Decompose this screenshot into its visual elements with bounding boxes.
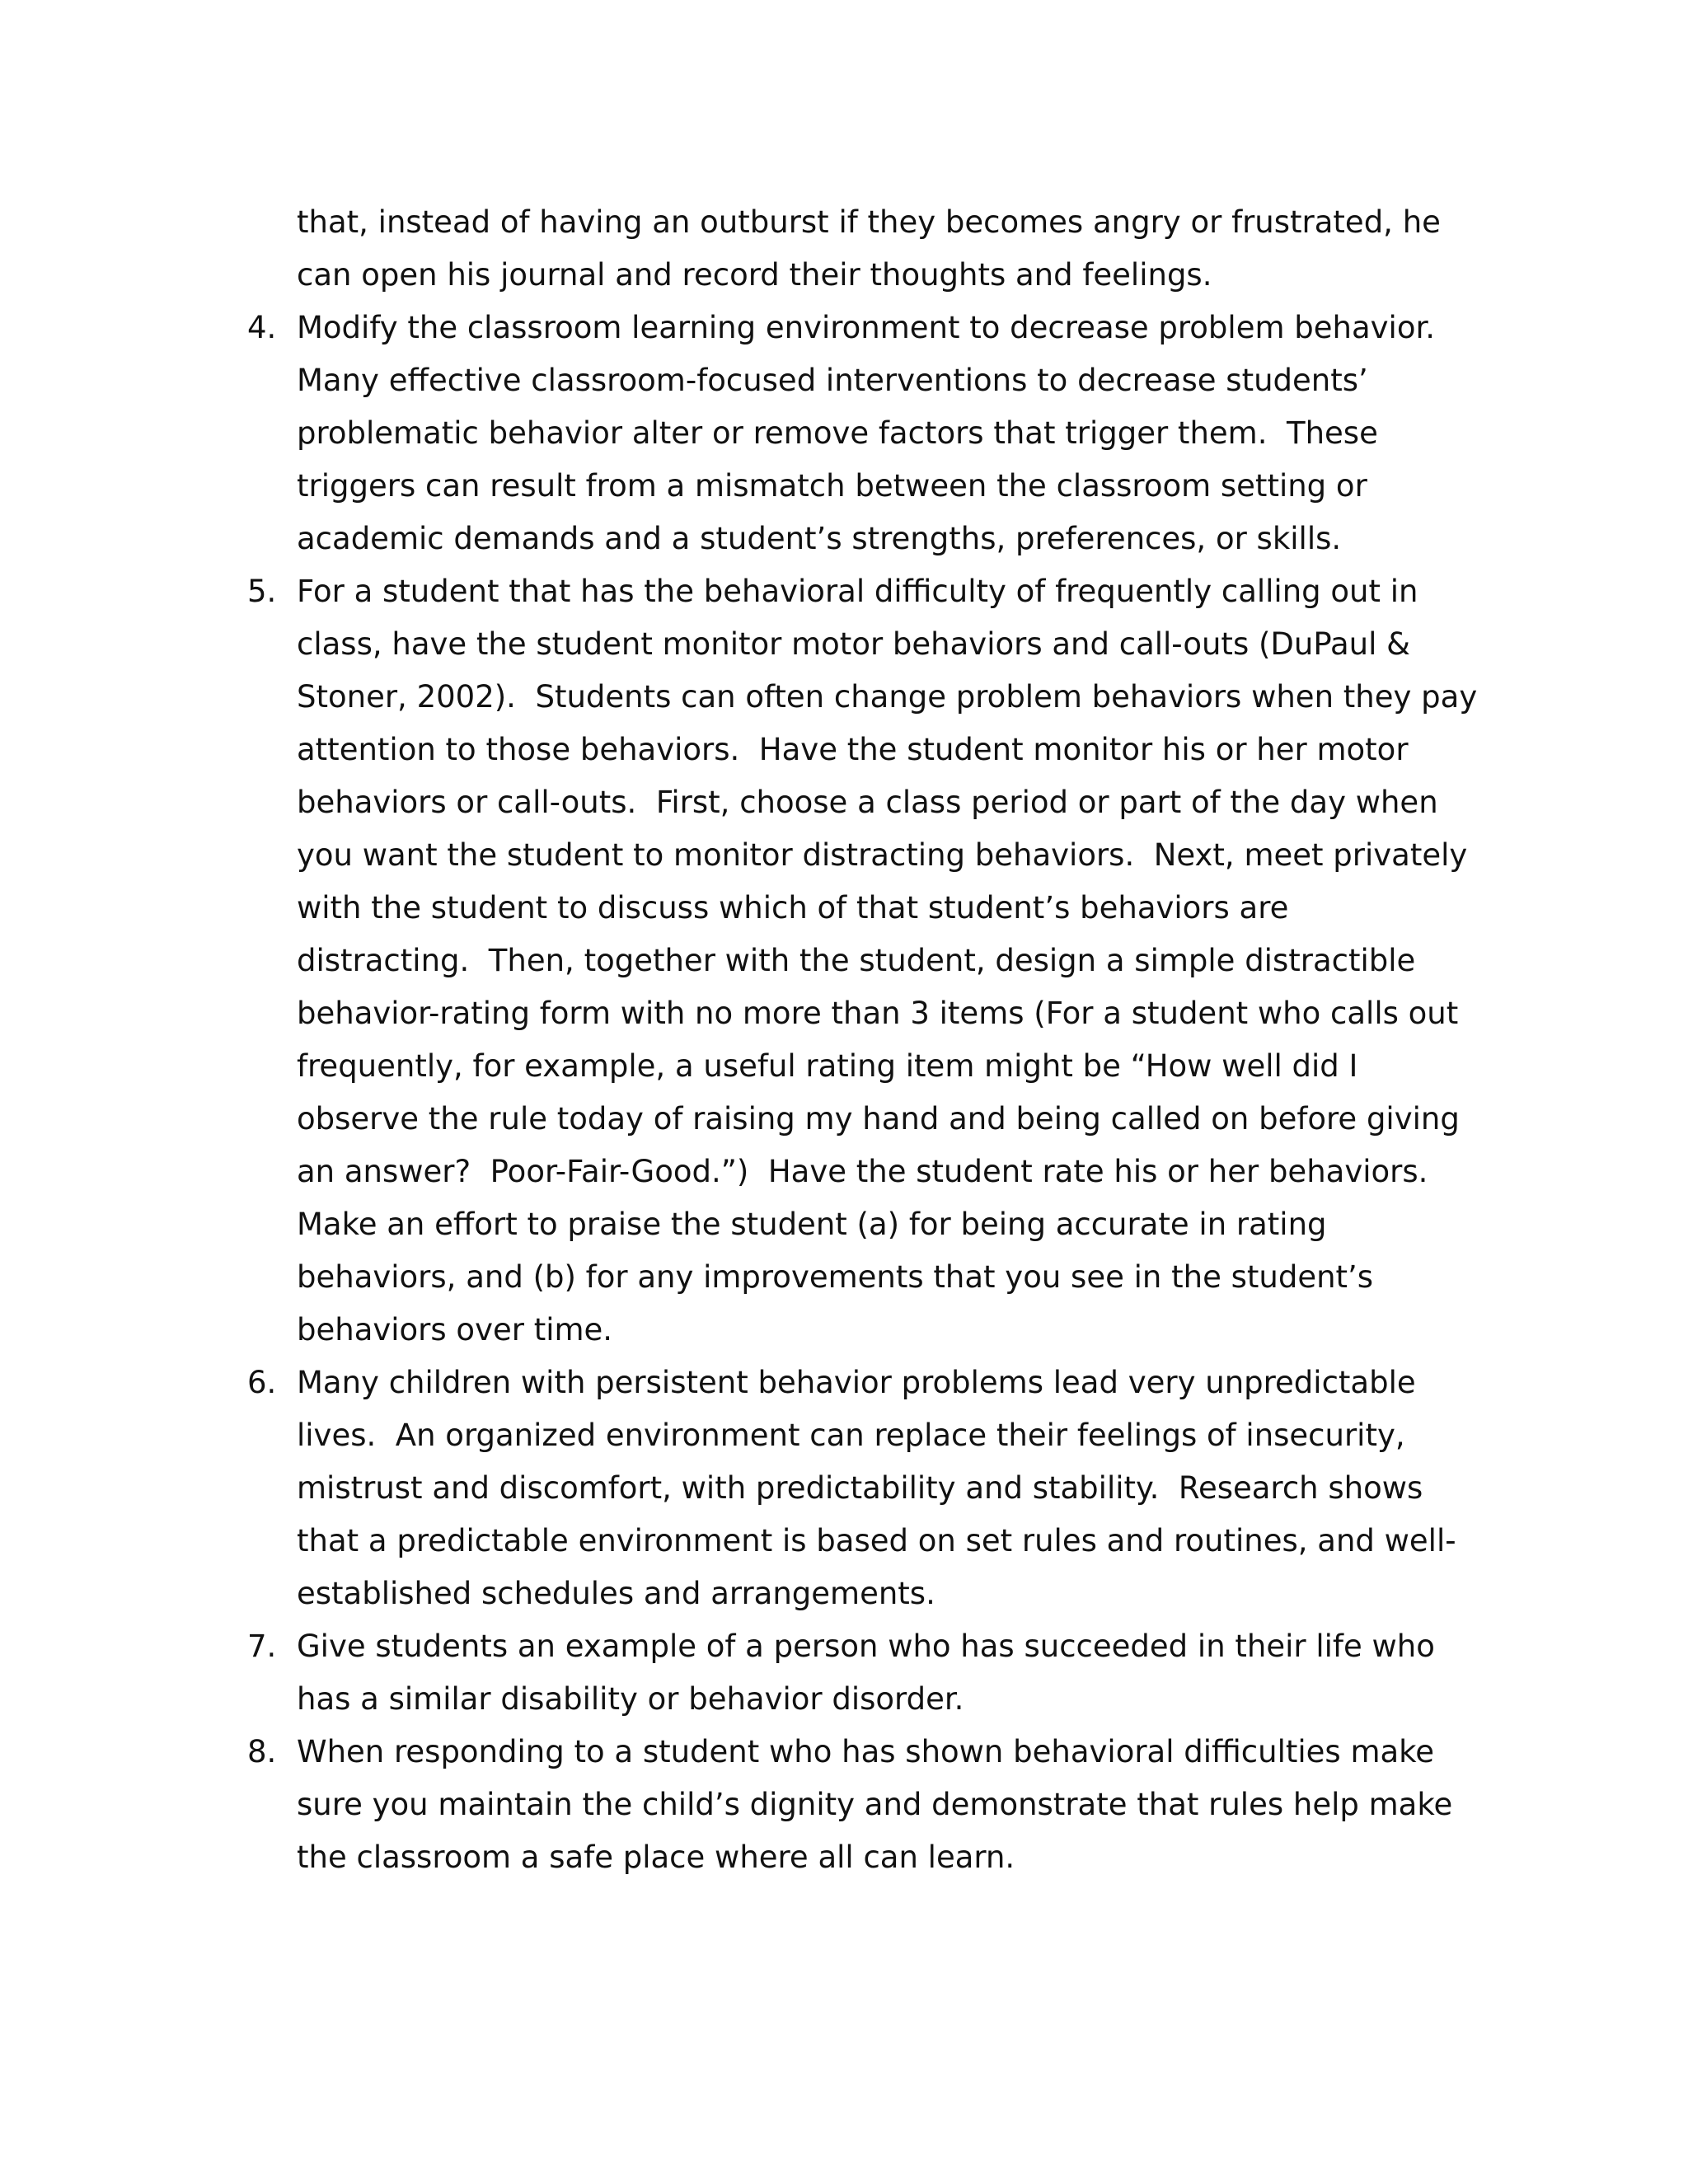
list-item-number: 5. bbox=[247, 574, 277, 609]
list-item-number: 8. bbox=[247, 1734, 277, 1769]
list-item bbox=[247, 1726, 1484, 1884]
list-item bbox=[247, 565, 1484, 1357]
list-item-text: Many children with persistent behavior problems lead very unpredictable lives. An organized environment can replace their feelings of insecurity, mistrust and discomfort, with predictability and stability. Research shows that a predictable environment is based on set rules and routines, and well- established schedules and arrangements. bbox=[297, 1365, 1456, 1611]
list-item bbox=[247, 1357, 1484, 1620]
list-item-text: Give students an example of a person who has succeeded in their life who has a similar disability or behavior disorder. bbox=[297, 1629, 1435, 1717]
list-item-number: 4. bbox=[247, 310, 277, 345]
continuation-paragraph: that, instead of having an outburst if they becomes angry or frustrated, he can open his journal and record their thoughts and feelings. bbox=[297, 204, 1441, 293]
list-item-text: Modify the classroom learning environment to decrease problem behavior. Many effective classroom-focused interventions to decrease students’ problematic behavior alter or remove factors that trigger them. These triggers can result from a mismatch between the classroom setting or academic demands and a student’s strengths, preferences, or skills. bbox=[297, 310, 1436, 556]
list-item-text: When responding to a student who has shown behavioral difficulties make sure you maintain the child’s dignity and demonstrate that rules help make the classroom a safe place where all can learn. bbox=[297, 1734, 1453, 1875]
list-item-number: 7. bbox=[247, 1629, 277, 1664]
document-body bbox=[247, 196, 1484, 1884]
list-item bbox=[247, 302, 1484, 565]
list-item-number: 6. bbox=[247, 1365, 277, 1400]
list-item-text: For a student that has the behavioral difficulty of frequently calling out in class, have the student monitor motor behaviors and call-outs (DuPaul & Stoner, 2002). Students can often change problem behaviors when they pay attention to those behaviors. Have the student monitor his or her motor behaviors or call-outs. First, choose a class period or part of the day when you want the student to monitor distracting behaviors. Next, meet privately with the student to discuss which of that student’s behaviors are distracting. Then, together with the student, design a simple distractible behavior-rating form with no more than 3 items (For a student who calls out frequently, for example, a useful rating item might be “How well did I observe the rule today of raising my hand and being called on before giving an answer? Poor-Fair-Good.”) Have the student rate his or her behaviors. Make an effort to praise the student (a) for being accurate in rating behaviors, and (b) for any improvements that you see in the student’s behaviors over time. bbox=[297, 574, 1478, 1347]
list-item bbox=[247, 1620, 1484, 1726]
